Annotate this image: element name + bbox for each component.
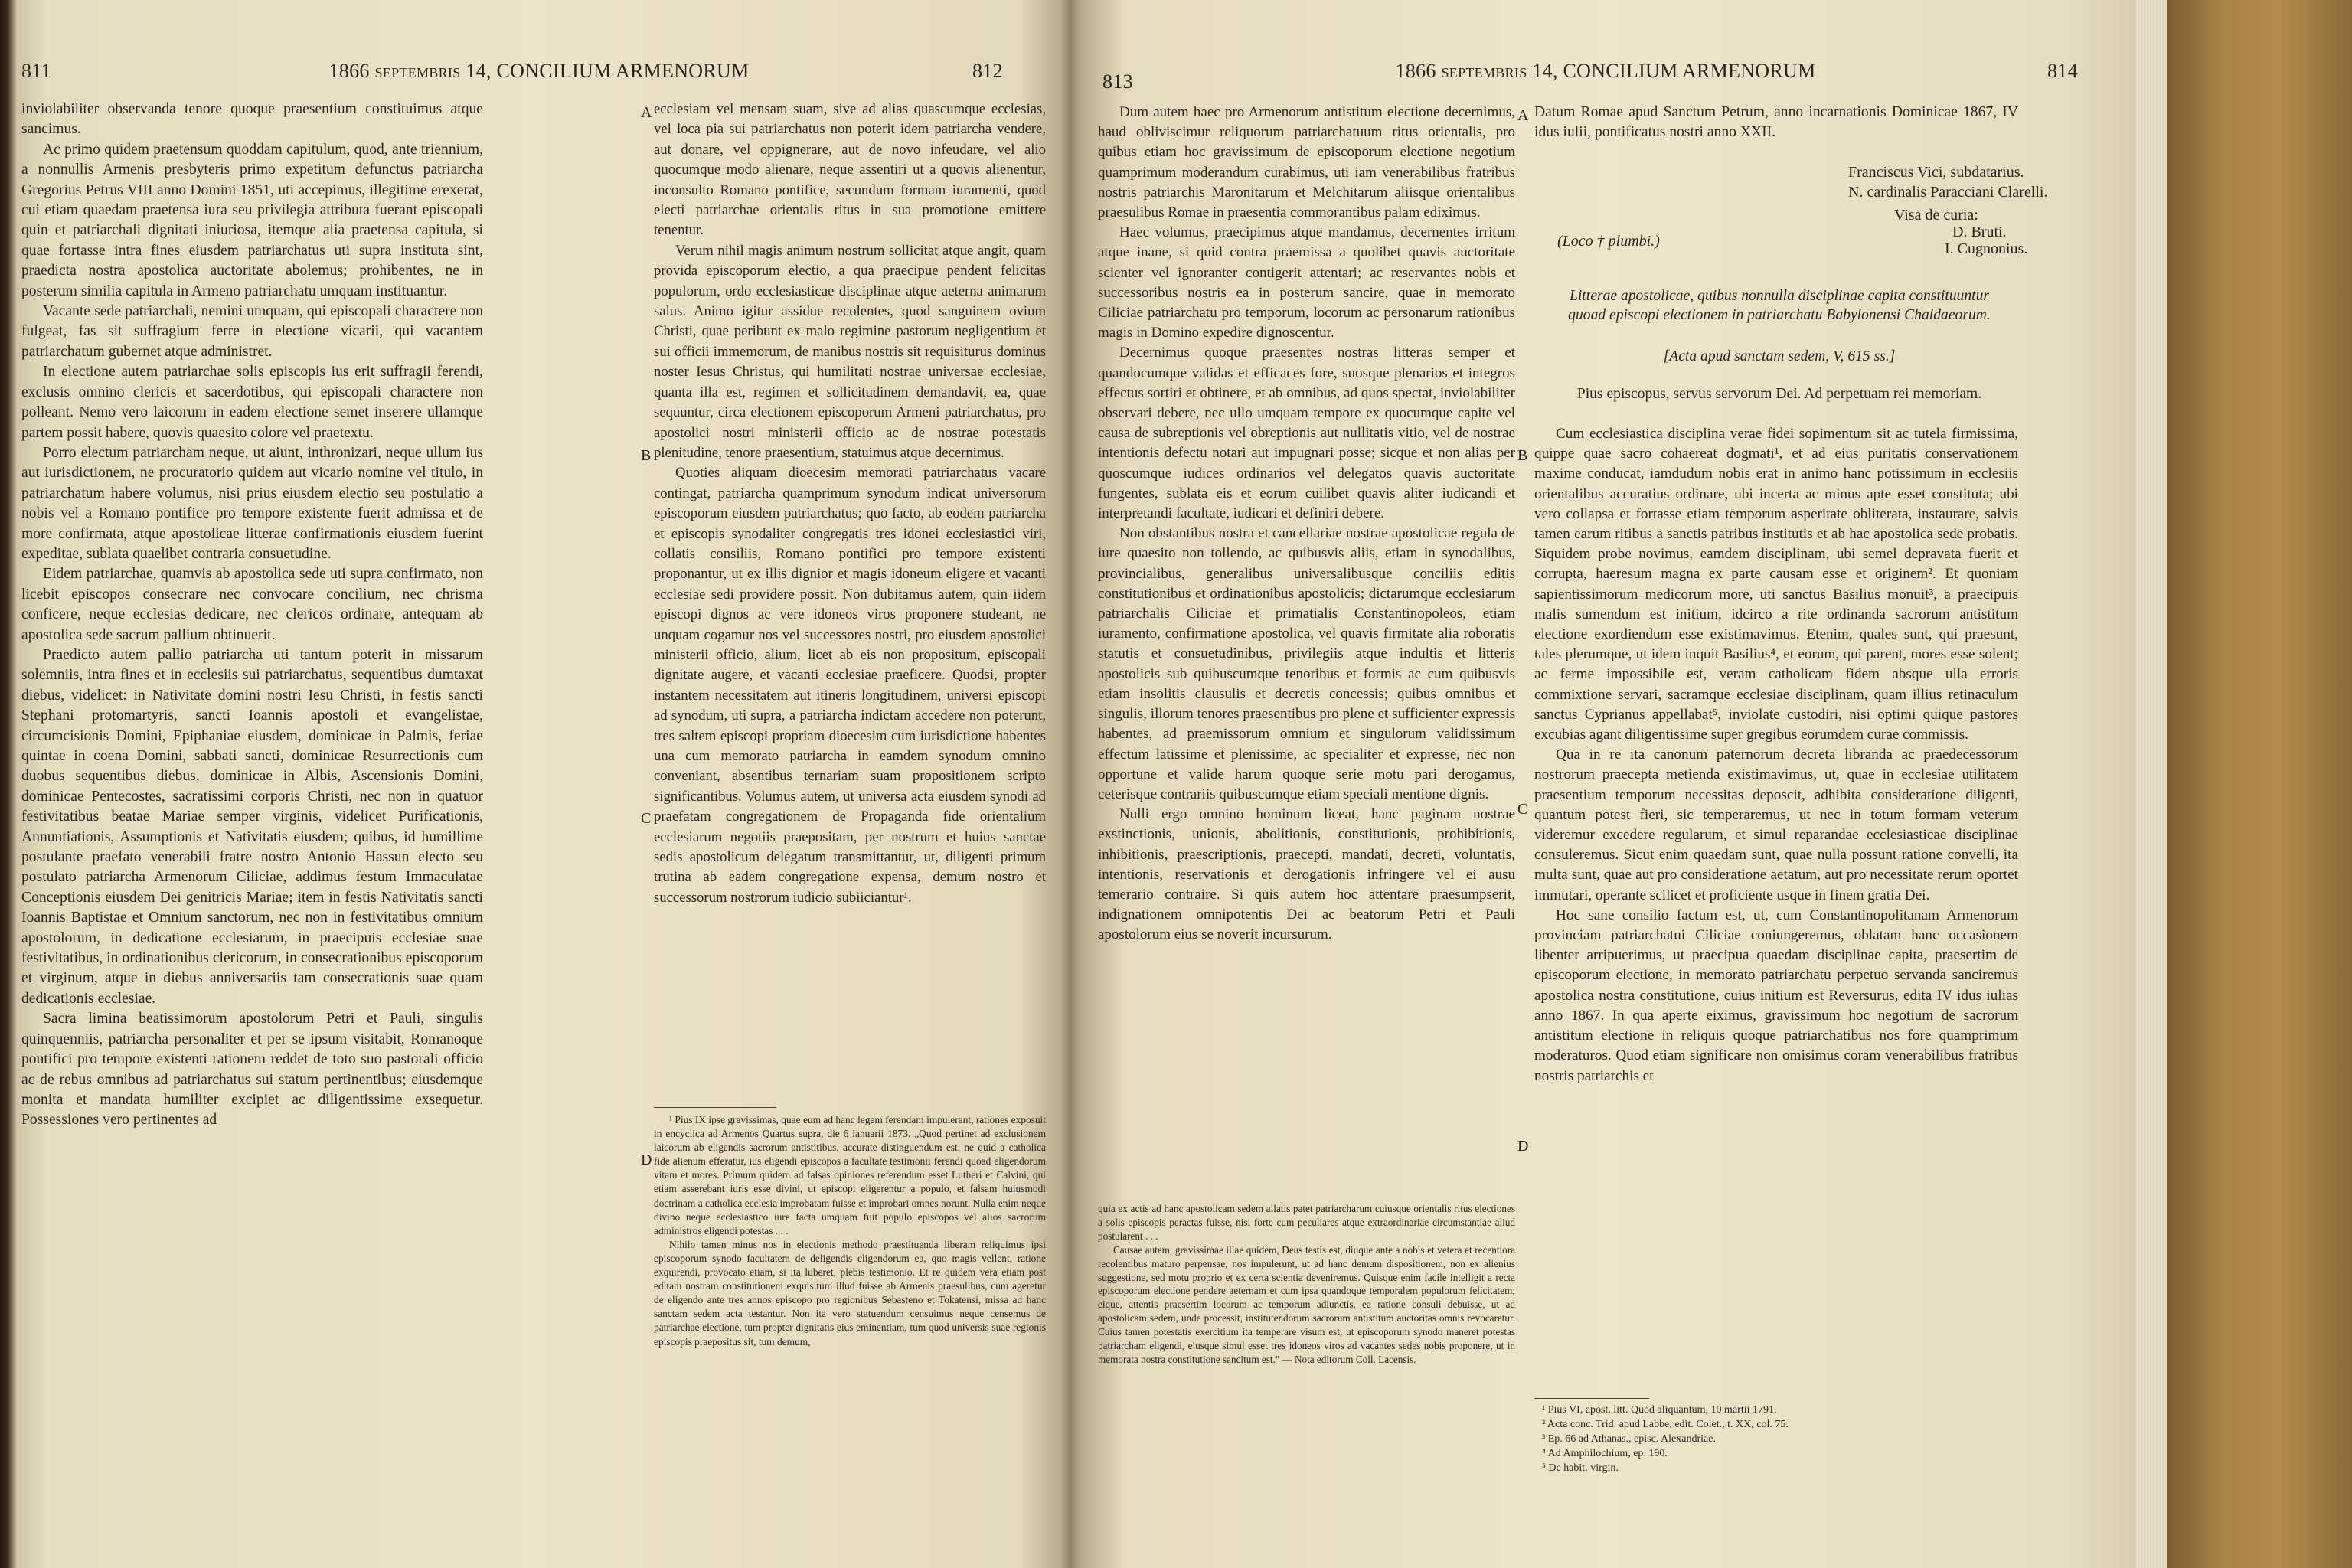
paragraph: Vacante sede patriarchali, nemini umquam, qui episcopali charactere non fulgeat, fas sit suffragium ferre in electione vicarii, qui vacantem patriarchatum gubernet atque administret.: [21, 303, 483, 360]
footnote: ² Acta conc. Trid. apud Labbe, edit. Colet., t. XX, col. 75.: [1542, 1419, 1788, 1430]
footnote: quia ex actis ad hanc apostolicam sedem allatis patet patriarcharum cuiusque orientalis ritus electiones a solis episcopis peractas fuisse, nisi forte cum peculiares atque extraordinariae circumstantiae aliud postularent . . .: [1098, 1203, 1515, 1242]
left-column-2: [654, 100, 1046, 908]
paragraph: Sacra limina beatissimorum apostolorum Petri et Pauli, singulis quinquenniis, patriarcha personaliter et per se ipsum visitabit, Romanoque pontifici pro tempore existenti rationem reddet de toto suo pastorali officio ac de rebus omnibus ad patriarchatus sui statum pertinentibus; eiusdemque monita et mandata humiliter excipiet ac diligentissime exsequetur. Possessiones vero pertinentes ad: [21, 1011, 483, 1129]
seal-note: (Loco † plumbi.): [1557, 233, 1660, 250]
paragraph: Eidem patriarchae, quamvis ab apostolica sede uti supra confirmato, non licebit episcopos consecrare nec convocare concilium, nec chrisma conficere, neque ecclesias dedicare, nec clericos ordinare, antequam ab apostolica sede sacrum pallium obtinuerit.: [21, 566, 483, 643]
visa-de-curia: Visa de curia:: [1894, 207, 1978, 224]
paragraph: inviolabiliter observanda tenore quoque praesentium constituimus atque sancimus.: [21, 101, 483, 138]
footnotes-right-page-col2: [1534, 1403, 2018, 1475]
margin-marker-b: B: [641, 447, 652, 464]
dating-text: Datum Romae apud Sanctum Petrum, anno incarnationis Dominicae 1867, IV idus iulii, pontificatus nostri anno XXII.: [1534, 104, 2018, 141]
footnote: ⁵ De habit. virgin.: [1542, 1462, 1619, 1474]
page-number-812: 812: [972, 60, 1003, 82]
margin-marker-d: D: [641, 1152, 652, 1168]
paragraph: Decernimus quoque praesentes nostras litteras semper et quandocumque validas et efficaces fore, suosque plenarios et integros effectus sortiri et obtinere, et ab omnibus, ad quos spectat, inviolabiliter observari debere, nec ullo umquam tempore ex quocumque capite vel causa de subreptionis vel obreptionis aut nullitatis vitio, vel de nostrae intentionis defectu notari aut impugnari posse; sicque et non alias per quoscumque iudices ordinarios vel delegatos quavis auctoritate fungentes, sublata eis et eorum cuilibet quavis aliter iudicandi et interpretandi facultate, iudicari et definiri debere.: [1098, 345, 1515, 522]
salutation: Pius episcopus, servus servorum Dei. Ad perpetuam rei memoriam.: [1576, 386, 1982, 402]
footnotes-left-page: [654, 1113, 1046, 1349]
footnotes-right-page-col1: [1098, 1202, 1515, 1367]
margin-marker-c: C: [1517, 801, 1528, 818]
footnote: ¹ Pius IX ipse gravissimas, quae eum ad hanc legem ferendam impulerant, rationes exposuit in encyclica ad Armenos Quartus supra, die 6 ianuarii 1873. „Quod pertinet ad exclusionem laicorum ab eligendis sacrorum antistitibus, accurate distinguendum est, ne quid a catholica fide alienum efferatur, ius eligendi episcopos a facultate testimonii ferendi quoad eligendorum vitam et mores. Primum quidem ad falsas opiniones referendum esset Lutheri et Calvini, qui etiam asserebant iuris esse divini, ut episcopi eligerentur a populo, et falsam huiusmodi doctrinam a catholica ecclesia improbatam fuisse et improbari omnes norunt. Nulla enim neque divino neque ecclesiastico iure facta umquam fuit populo episcopos vel alios sacrorum administros eligendi potestas . . .: [654, 1114, 1046, 1236]
paragraph: Porro electum patriarcham neque, ut aiunt, inthronizari, neque ullum ius aut iurisdictionem, ne procuratorio quidem aut vicario nomine vel titulo, in patriarchatum habere volumus, nisi prius eiusdem electio seu postulatio a nobis vel a Romano pontifice pro tempore existente fuerit admissa et de more confirmata, atque apostolicae litterae confirmationis eiusdem fuerint expeditae, sublata quaelibet contraria consuetudine.: [21, 444, 483, 562]
margin-marker-d: D: [1517, 1138, 1529, 1155]
margin-marker-a: A: [1517, 107, 1529, 124]
footnote: ³ Ep. 66 ad Athanas., episc. Alexandriae.: [1542, 1433, 1716, 1445]
right-page: [1075, 0, 2136, 1568]
paragraph: Cum ecclesiastica disciplina verae fidei sopimentum sit ac tutela firmissima, quippe quae sacro cohaereat dogmati¹, et ad eius puritatis conservationem maxime conducat, iamdudum nobis erat in animo hanc potissimum in ecclesiis orientalibus accuratius ordinare, ubi incerta ac minus apte esset constituta; ubi vero collapsa et fortasse etiam temporum asperitate obliterata, instaurare, salvis tamen earum ritibus a sanctis patribus institutis et ab hac apostolica sede probatis. Siquidem probe novimus, eamdem disciplinam, ubi semel depravata fuerit et corrupta, haeresum magna ex parte causam esse et originem². Et quoniam sapientissimorum medicorum more, uti sanctus Basilius monuit³, a praecipuis malis sumendum est initium, idcirco a rite ordinanda sacrorum antistitum electione exordiendum esse existimavimus. Etenim, quales sunt, qui praesunt, tales plerumque, ut idem inquit Basilius⁴, et eorum, qui parent, mores esse solent; ac ferme impossibile est, veram catholicam fidem absque ulla erroris commixtione servari, sacramque ecclesiae disciplinam, quam illius retinaculum sanctus Cyprianus appellabat⁵, inviolate custodiri, nisi optimi quique pastores excubias agant diligentissime super gregibus eorumdem curae commissis.: [1534, 426, 2018, 743]
paragraph: Verum nihil magis animum nostrum sollicitat atque angit, quam provida episcoporum electio, a qua praecipue pendent felicitas populorum, ordo ecclesiasticae disciplinae atque aeterna animarum salus. Animo igitur assidue recolentes, quod sanguinem ovium Christi, quae peribunt ex malo regimine pastorum negligentium et sui officii immemorum, de manibus nostris sit requisiturus dominus noster Iesus Christus, qui humilitati nostrae universae ecclesiae, quanta illa est, regimen et sollicitudinem demandavit, ea, quae sequuntur, circa electionem episcoporum Armeni patriarchatus, pro apostolici nostri ministerii officio ac de nostrae potestatis plenitudine, tenore praesentium, statuimus atque decernimus.: [654, 242, 1046, 461]
footnote: Causae autem, gravissimae illae quidem, Deus testis est, diuque ante a nobis et vetera et recentiora recolentibus maturo perpensae, nos impulerunt, ut ad hanc demum dispositionem, non ex alienius suggestione, sed motu proprio et ex certa scientia deveniremus. Quisque enim facile intelligit a recta episcoporum electione pendere aeternam et cum ipsa quandoque temporalem populorum felicitatem; eique, attentis praesertim locorum ac temporum adiunctis, ea ratione consuli debuisse, ut ad apostolicam sedem, unde processit, institutendorum sacrorum antistitum auctoritas omnis revocaretur. Cuius tamen potestatis exercitium ita temperare visum est, ut episcoporum synodo maneret potestas patriarcham eligendi, eiusque simul esset tres idoneos viros ad vacantes sedes nobis proponere, ut in memorata nostra constitutione sancitum est." — Nota editorum Coll. Lacensis.: [1098, 1243, 1515, 1365]
dating-clause: [1534, 103, 2018, 143]
left-page: [11, 0, 1067, 1568]
running-head-right: [1075, 60, 2136, 93]
paragraph: Nulli ergo omnino hominum liceat, hanc paginam nostrae exstinctionis, unionis, abolitionis, constitutionis, prohibitionis, inhibitionis, praescriptionis, praecepti, mandati, decreti, voluntatis, intentionis, reservationis et derogationis infringere vel ei ausu temerario contraire. Si quis autem hoc attentare praesumpserit, indignationem omnipotentis Dei ac beatorum Petri et Pauli apostolorum eius se noverit incursurum.: [1098, 806, 1515, 943]
paragraph: ecclesiam vel mensam suam, sive ad alias quascumque ecclesias, vel loca pia sui patriarchatus non poterit idem patriarcha vendere, aut donare, vel oppignerare, aut de novo infeudare, vel alio quocumque modo alienare, neque assentiri ut a quovis alienentur, inconsulto Romano pontifice, secundum formam iuramenti, quod electi patriarchae orientalis ritus in sua promotione emittere tenentur.: [654, 101, 1046, 239]
signature-cugnonius: I. Cugnonius.: [1945, 240, 2028, 257]
paragraph: Ac primo quidem praetensum quoddam capitulum, quod, ante triennium, a nonnullis Armenis presbyteris primo expetitum defunctus patriarcha Gregorius Petrus VIII anno Domini 1851, uti accepimus, illegitime erexerat, cui etiam quaedam praetensa iura seu privilegia attributa fuerant episcopali quin et patriarchali dignitati iniuriosa, itemque alia praetensa capitula, si quae fortasse intra fines eiusdem patriarchatus uti supra instituta sint, praedicta nostra apostolica auctoritate abolemus; prohibentes, ne in posterum similia capitula in Armeno patriarchatu umquam instituantur.: [21, 141, 483, 299]
footnote: Nihilo tamen minus nos in electionis methodo praestituenda liberam reliquimus ipsi episcoporum synodo facultatem de deligendis eligendorum ea, quo magis vellent, ratione exquirendi, provocato etiam, si ita luberet, plebis testimonio. Et re quidem vera etiam post editam nostram constitutionem exquisitum illud fuisse ab Armenis praesulibus, cum ageretur de eligendo ante tres annos episcopo pro regionibus Sebasteno et Tokatensi, missa ad hanc sanctam sedem acta testantur. Non ita vero statuendum censuimus neque censemus de patriarchae electione, tum propter dignitatis eius eminentiam, tum quod universis suae regionis episcopis praepositus sit, tum demum,: [654, 1238, 1046, 1348]
running-title: 1866 septembris 14, CONCILIUM ARMENORUM: [1395, 60, 1816, 82]
paragraph: Haec volumus, praecipimus atque mandamus, decernentes irritum atque inane, si quid contra praemissa a quolibet quavis auctoritate scienter vel ignoranter contigerit attentari; ac reservantes nobis et successoribus nostris ea in posterum sancire, quae in memorato Ciliciae patriarchatu pro temporum, locorum ac personarum rationibus magis in Domino expedire dignoscentur.: [1098, 224, 1515, 341]
right-column-2: [1534, 424, 2018, 1086]
signature-bruti: D. Bruti.: [1952, 224, 2007, 240]
margin-marker-b: B: [1517, 447, 1528, 464]
paragraph: Quoties aliquam dioecesim memorati patriarchatus vacare contingat, patriarcha quamprimum synodum indicat universorum episcoporum eiusdem patriarchatus; quo facto, ab eodem patriarcha et episcopis synodaliter congregatis tres idonei ecclesiastici viri, collatis consiliis, Romano pontifici pro tempore existenti proponantur, ut ex illis dignior et magis idoneum eligere et vacanti ecclesiae sedi providere possit. Non dubitamus autem, quin iidem episcopi dignos ac vere idoneos viros proponere studeant, ne unquam cogamur nos vel successores nostri, pro eiusdem apostolici ministerii officio, alium, licet ab eis non propositum, episcopali dignitate augere, et vacanti ecclesiae praeficere. Quodsi, propter instantem necessitatem aut itineris longitudinem, universi episcopi ad synodum, uti supra, a patriarcha indictam accedere non poterunt, tres saltem episcopi propriam dioecesim cum iurisdictione habentes una cum memorato patriarcha in eamdem synodum omnino conveniant, absentibus ternariam suam propositionem scripto significantibus. Volumus autem, ut universa acta eiusdem synodi ad praefatam congregationem de Propaganda fide orientalium ecclesiarum negotiis praepositam, per nostrum et huius sanctae sedis apostolicum delegatum transmittantur, ut, diligenti primum trutina ab eadem congregatione expensa, demum nostro et successorum nostrorum iudicio subiiciantur¹.: [654, 465, 1046, 906]
paragraph: Hoc sane consilio factum est, ut, cum Constantinopolitanam Armenorum provinciam patriarchatui Ciliciae coniungeremus, oblatam hanc occasionem libenter arripuerimus, ut praecipua quaedam disciplinae capita, praesertim de episcoporum electione, in memorato patriarchatu perpetuo servanda sanciremus apostolica nostra constitutione, cuius initium est Reversurus, edita IV idus iulias anno 1867. In qua aperte eiximus, gravissimum hoc negotium de sacrorum antistitum electione in reliquis quoque patriarchatibus nos fore quamprimum moderaturos. Quod etiam significare non omisimus coram venerabilibus fratribus nostris patriarchis et: [1534, 906, 2018, 1084]
paragraph: In electione autem patriarchae solis episcopis ius erit suffragii ferendi, exclusis omnino clericis et sacerdotibus, qui episcopali charactere non polleant. Nemo vero laicorum in eadem electione semet inserere ullamque partem possit habere, quovis quaesito colore vel praetextu.: [21, 364, 483, 441]
margin-marker-c: C: [641, 810, 652, 827]
footnote-rule: [1534, 1398, 1649, 1399]
book-cover: [2167, 0, 2352, 1568]
paragraph: Dum autem haec pro Armenorum antistitum electione decernimus, haud obliviscimur reliquorum patriarchatuum ritus orientalis, pro quibus etiam hoc gravissimum de episcoporum electione negotium quamprimum moderandum curabimus, uti iam venerabilibus fratribus nostris patriarchis Maronitarum et Melchitarum aliisque orientalibus praesulibus Romae in praesentia commorantibus palam ediximus.: [1098, 104, 1515, 221]
document-heading: Litterae apostolicae, quibus nonnulla disciplinae capita constituuntur quoad episcopi electionem in patriarchatu Babylonensi Chaldaeorum.: [1568, 288, 1991, 323]
left-column-1: [21, 100, 483, 1131]
paragraph: Non obstantibus nostra et cancellariae nostrae apostolicae regula de iure quaesito non tollendo, ac quibusvis aliis, etiam in synodalibus, provincialibus, generalibus universalibusque conciliis editis constitutionibus et ordinationibus apostolicis; dictarumque ecclesiarum patriarchalis Ciliciae et primatialis Constantinopoleos, etiam iuramento, confirmatione apostolica, vel quavis firmitate alia roboratis statutis et consuetudinibus, privilegiis atque indultis et litteris apostolicis sub quibuscumque tenoribus et formis ac cum quibusvis etiam insolitis clausulis et decretis concessis; quibus omnibus et singulis, illorum tenores praesentibus pro plene et sufficienter expressis habentes, ad praemissorum omnium et singulorum validissimum effectum latissime et plenissime, ac specialiter et expresse, nec non opportune et valide harum quoque serie motu pari derogamus, ceterisque contrariis quibuscumque etiam speciali mentione dignis.: [1098, 525, 1515, 802]
footnote: ¹ Pius VI, apost. litt. Quod aliquantum, 10 martii 1791.: [1542, 1404, 1777, 1416]
page-number-811: 811: [21, 60, 51, 82]
signature-vici: Franciscus Vici, subdatarius.: [1848, 164, 2024, 181]
right-column-1: [1098, 103, 1515, 946]
paragraph: Qua in re ita canonum paternorum decreta libranda ac praedecessorum nostrorum praecepta metienda existimavimus, ut, quae in ecclesiae utilitatem praesentium temporum necessitas deposcit, adhibita consideratione diligenti, quantum potest fieri, sic temperaremus, ut nec in totum formam veterum videremur excedere regularum, et simul reparandae ecclesiasticae disciplinae consuleremus. Sicut enim quaedam sunt, quae nulla possunt ratione convelli, ita multa sunt, quae aut pro consideratione aetatum, aut pro necessitate rerum oportet immutari, operante scilicet et proficiente usque in finem gratia Dei.: [1534, 746, 2018, 903]
running-head-left: [11, 60, 1067, 90]
page-number-813: 813: [1102, 70, 1133, 93]
paragraph: Praedicto autem pallio patriarcha uti tantum poterit in missarum solemniis, intra fines et in ecclesiis sui patriarchatus, sequentibus dumtaxat diebus, videlicet: in Nativitate domini nostri Iesu Christi, in festis sancti Stephani protomartyris, sancti Ioannis apostoli et evangelistae, circumcisionis Domini, Epiphaniae eiusdem, dominicae in Palmis, feriae quintae in coena Domini, sabbati sancti, dominicae Resurrectionis cum duobus sequentibus diebus, dominicae in Albis, Ascensionis Domini, dominicae Pentecostes, sacratissimi corporis Christi, nec non in quatuor festivitatibus beatae Mariae semper virginis, videlicet Purificationis, Annuntiationis, Assumptionis et Nativitatis eiusdem; quibus, id humillime postulante praefato venerabili fratre nostro Antonio Hassun electo seu postulato patriarcha Armenorum Ciliciae, addimus festum Immaculatae Conceptionis eiusdem Dei genitricis Mariae; item in festis Nativitatis sancti Ioannis Baptistae et Omnium sanctorum, nec non in festivitatibus omnium apostolorum, in dedicatione ecclesiarum, in praecipuis ecclesiae suae festivitatibus, in ordinationibus clericorum, in consecrationibus episcoporum et virginum, atque in diebus anniversariis tam consecrationis suae quam dedicationis ecclesiae.: [21, 646, 483, 1007]
page-number-814: 814: [2047, 60, 2078, 82]
document-source: [Acta apud sanctam sedem, V, 615 ss.]: [1663, 348, 1896, 364]
margin-marker-a: A: [641, 104, 652, 121]
footnote-rule: [654, 1107, 776, 1108]
running-title: 1866 septembris 14, CONCILIUM ARMENORUM: [328, 60, 750, 82]
footnote: ⁴ Ad Amphilochium, ep. 190.: [1542, 1448, 1668, 1459]
page-edges: [2136, 0, 2167, 1568]
signature-clarelli: N. cardinalis Paracciani Clarelli.: [1848, 184, 2048, 201]
